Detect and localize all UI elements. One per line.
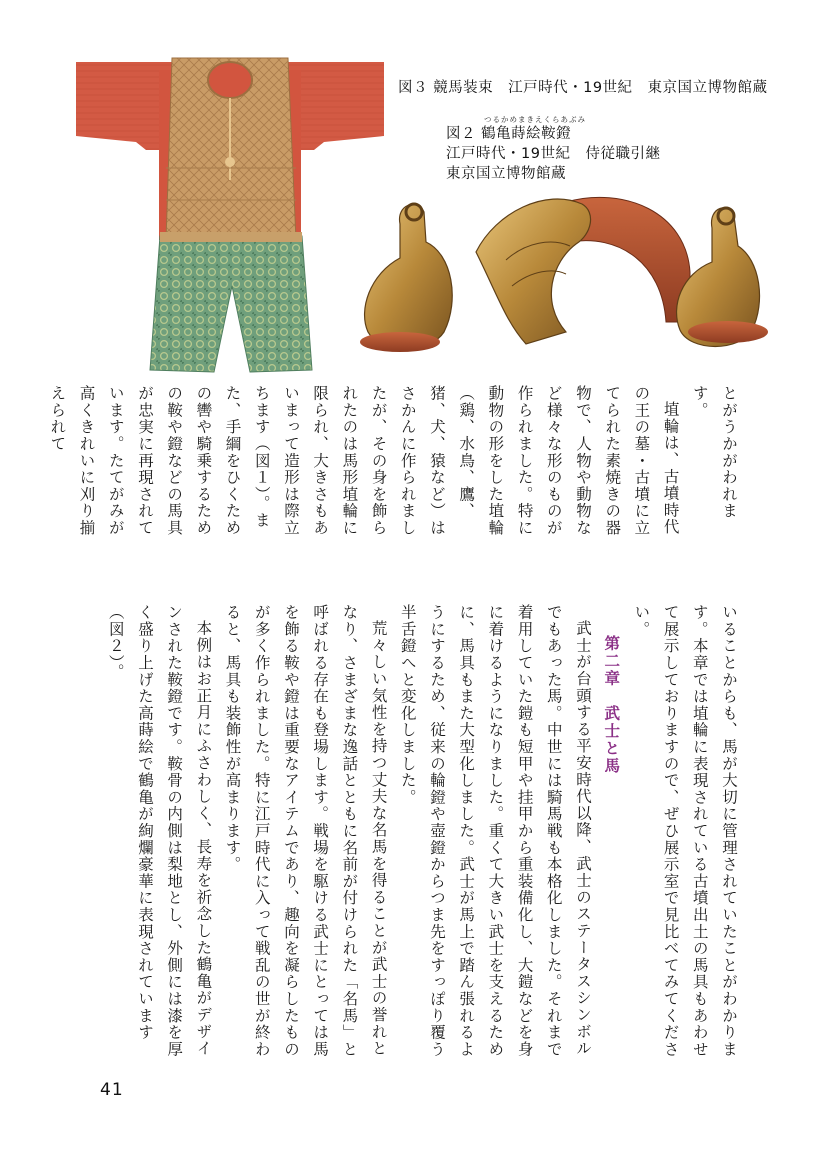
figure-3-caption: 図３ 競馬装束 江戸時代・19世紀 東京国立博物館蔵 — [398, 80, 768, 96]
hakama — [150, 236, 312, 372]
left-stirrup — [365, 204, 453, 348]
figure-2-ruby: つるかめまきえくらあぶみ — [484, 115, 586, 124]
lower-text-block — [73, 604, 743, 1069]
saddle-body — [476, 199, 591, 344]
figure-2-period: 江戸時代・19世紀 侍従職引継 — [446, 146, 661, 162]
upper-text-block — [48, 385, 743, 547]
figure-2-collection: 東京国立博物館蔵 — [446, 166, 566, 182]
figure-2-title: 図２ 鶴亀蒔絵鞍鐙 — [446, 126, 572, 142]
paragraph: とがうかがわれます。 — [690, 385, 738, 520]
paragraph: いることからも、馬が大切に管理されていたことがわかります。本章では埴輪に表現されている古墳出土の馬具もあわせて展示しておりますので、ぜひ展示室で見比べてみてください。 — [632, 604, 738, 1058]
figure-2-saddle-image — [356, 182, 776, 360]
paragraph: 武士が台頭する平安時代以降、武士のステータスシンボルでもあった馬。中世には騎馬戦も本格化しました。それまで着用していた鎧も短甲や挂甲から重装備化し、大鎧などを身に着けるようになりました。重くて大きい武士を支えるために、馬具もまた大型化しました。武士が馬上で踏ん張れるようにするため、従来の輪鐙や壺鐙からつま先をすっぽり覆う半舌鐙へと変化しました。 — [398, 604, 592, 1058]
figure-3-costume-image — [74, 50, 386, 380]
chapter-heading: 第二章 武士と馬 — [602, 635, 622, 775]
paragraph: 本例はお正月にふさわしく、長寿を祈念した鶴亀がデザインされた鞍鐙です。鞍骨の内側は梨地とし、外側には漆を厚く盛り上げた高蒔絵で鶴亀が絢爛豪華に表現されています（図２）。 — [106, 604, 213, 1058]
paragraph: 荒々しい気性を持つ丈夫な名馬を得ることが武士の誉れとなり、さまざまな逸話とともに名前が付けられた「名馬」と呼ばれる存在も登場します。戦場を駆ける武士にとっては馬を飾る鞍や鐙は重要なアイテムであり、趣向を凝らしたものが多く作られました。特に江戸時代に入って戦乱の世が終わると、馬具も装飾性が高まります。 — [223, 604, 388, 1058]
page-number: 41 — [100, 1080, 124, 1100]
paragraph: 埴輪は、古墳時代の王の墓・古墳に立てられた素焼きの器物で、人物や動物など様々な形のものが作られました。特に動物の形をした埴輪（鶏、水鳥、鷹、猪、犬、猿など）はさかんに作られましたが、その身を飾られたのは馬形埴輪に限られ、大きさもあいまって造形は際立ちます（図１）。また、手綱をひくための轡や騎乗するための鞍や鐙などの馬具が忠実に再現されています。たてがみが高くきれいに刈り揃えられて — [48, 385, 680, 537]
figure-2-caption — [446, 115, 660, 184]
